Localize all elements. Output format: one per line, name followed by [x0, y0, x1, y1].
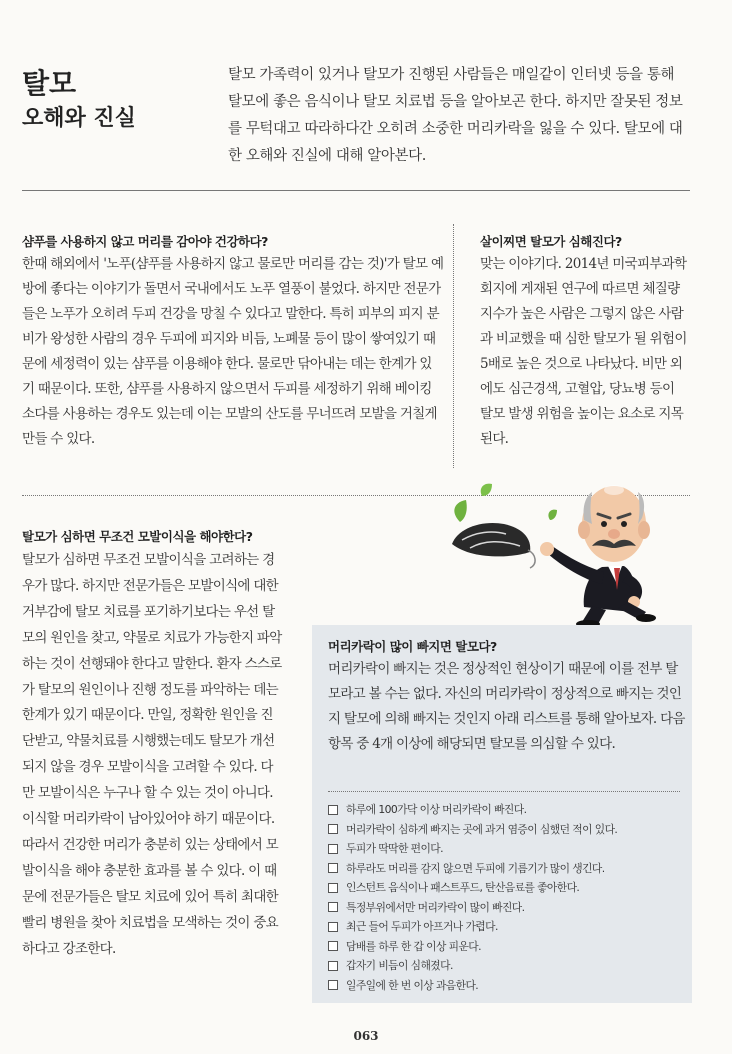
checklist-item-label: 일주일에 한 번 이상 과음한다.	[346, 978, 479, 992]
transplant-heading: 탈모가 심하면 무조건 모발이식을 해야한다?	[22, 529, 253, 544]
checkbox-icon[interactable]	[328, 961, 338, 971]
checklist-item-label: 담배를 하루 한 갑 이상 피운다.	[346, 939, 481, 953]
shedding-body: 머리카락이 빠지는 것은 정상적인 현상이기 때문에 이를 전부 탈모라고 볼 수는 없다. 자신의 머리카락이 정상적으로 빠지는 것인지 탈모에 의해 빠지는 것인지 아래 리스트를 통해 알아보자. 다음 항목 중 4개 이상에 해당되면 탈모를 의심할 수 있다.	[328, 661, 685, 752]
page-number: 063	[353, 1029, 379, 1043]
checklist-item-label: 인스턴트 음식이나 패스트푸드, 탄산음료를 좋아한다.	[346, 881, 580, 895]
shampoo-body: 한때 해외에서 '노푸(샴푸를 사용하지 않고 물로만 머리를 감는 것)'가 탈모 예방에 좋다는 이야기가 돌면서 국내에서도 노푸 열풍이 불었다. 하지만 전문가들은 노푸가 오히려 두피 건강을 망칠 수 있다고 말한다. 특히 피부의 피지 분비가 왕성한 사람의 경우 두피에 피지와 비듬, 노폐물 등이 많이 쌓여있기 때문에 세정력이 있는 샴푸를 이용해야 한다. 물로만 닦아내는 데는 한계가 있기 때문이다. 또한, 샴푸를 사용하지 않으면서 두피를 세정하기 위해 베이킹 소다를 사용하는 경우도 있는데 이는 모발의 산도를 무너뜨려 모발을 거칠게 만들 수 있다.	[22, 256, 444, 447]
checklist-item	[328, 976, 617, 996]
header-divider	[22, 190, 690, 191]
article-title: 탈모	[22, 67, 77, 100]
checklist-item	[328, 839, 617, 859]
checklist-item	[328, 956, 617, 976]
checkbox-icon[interactable]	[328, 902, 338, 912]
transplant-body: 탈모가 심하면 무조건 모발이식을 고려하는 경우가 많다. 하지만 전문가들은 모발이식에 대한 거부감에 탈모 치료를 포기하기보다는 우선 탈모의 원인을 찾고, 약물로 치료가 가능한지 파악하는 것이 선행돼야 한다고 말한다. 환자 스스로가 탈모의 원인이나 진행 정도를 파악하는 데는 한계가 있기 때문이다. 만일, 정확한 원인을 진단받고, 약물치료를 시행했는데도 탈모가 개선되지 않을 경우 모발이식을 고려할 수 있다. 다만 모발이식은 누구나 할 수 있는 것이 아니다. 이식할 머리카락이 남아있어야 하기 때문이다. 따라서 건강한 머리가 충분히 있는 상태에서 모발이식을 해야 충분한 효과를 볼 수 있다. 이 때문에 전문가들은 탈모 치료에 있어 특히 최대한 빨리 병원을 찾아 치료법을 모색하는 것이 중요하다고 강조한다.	[22, 552, 282, 957]
column-divider	[453, 224, 454, 468]
checklist-item-label: 두피가 딱딱한 편이다.	[346, 842, 443, 856]
checklist-item-label: 갑자기 비듬이 심해졌다.	[346, 959, 453, 973]
checklist-item-label: 하루라도 머리를 감지 않으면 두피에 기름기가 많이 생긴다.	[346, 861, 605, 875]
checklist-item	[328, 859, 617, 879]
checklist-divider	[328, 791, 680, 792]
checklist-item-label: 최근 들어 두피가 아프거나 가렵다.	[346, 920, 498, 934]
checkbox-icon[interactable]	[328, 844, 338, 854]
weight-body: 맞는 이야기다. 2014년 미국피부과학회지에 게재된 연구에 따르면 체질량지수가 높은 사람은 그렇지 않은 사람과 비교했을 때 심한 탈모가 될 위험이 5배로 높은 것으로 나타났다. 비만 외에도 심근경색, 고혈압, 당뇨병 등이 탈모 발생 위험을 높이는 요소로 지목된다.	[480, 256, 687, 447]
checkbox-icon[interactable]	[328, 805, 338, 815]
weight-heading: 살이찌면 탈모가 심해진다?	[480, 234, 622, 249]
hair-loss-checklist	[328, 800, 617, 995]
checklist-item	[328, 878, 617, 898]
article-intro: 탈모 가족력이 있거나 탈모가 진행된 사람들은 매일같이 인터넷 등을 통해 탈모에 좋은 음식이나 탈모 치료법 등을 알아보곤 한다. 하지만 잘못된 정보를 무턱대고 따라하다간 오히려 소중한 머리카락을 잃을 수 있다. 탈모에 대한 오해와 진실에 대해 알아본다.	[228, 67, 683, 164]
checklist-item	[328, 917, 617, 937]
checklist-item	[328, 898, 617, 918]
checklist-item	[328, 820, 617, 840]
checkbox-icon[interactable]	[328, 883, 338, 893]
checklist-item-label: 머리카락이 심하게 빠지는 곳에 과거 염증이 심했던 적이 있다.	[346, 822, 618, 836]
bald-mustache-man-throwing-wig-icon	[432, 462, 702, 627]
checkbox-icon[interactable]	[328, 922, 338, 932]
checkbox-icon[interactable]	[328, 824, 338, 834]
shampoo-heading: 샴푸를 사용하지 않고 머리를 감아야 건강하다?	[22, 234, 268, 249]
checkbox-icon[interactable]	[328, 980, 338, 990]
checkbox-icon[interactable]	[328, 941, 338, 951]
checkbox-icon[interactable]	[328, 863, 338, 873]
checklist-item	[328, 800, 617, 820]
article-subtitle: 오해와 진실	[22, 106, 136, 131]
checklist-item-label: 특정부위에서만 머리카락이 많이 빠진다.	[346, 900, 525, 914]
checklist-item-label: 하루에 100가닥 이상 머리카락이 빠진다.	[346, 803, 527, 817]
shedding-heading: 머리카락이 많이 빠지면 탈모다?	[328, 639, 497, 654]
checklist-item	[328, 937, 617, 957]
